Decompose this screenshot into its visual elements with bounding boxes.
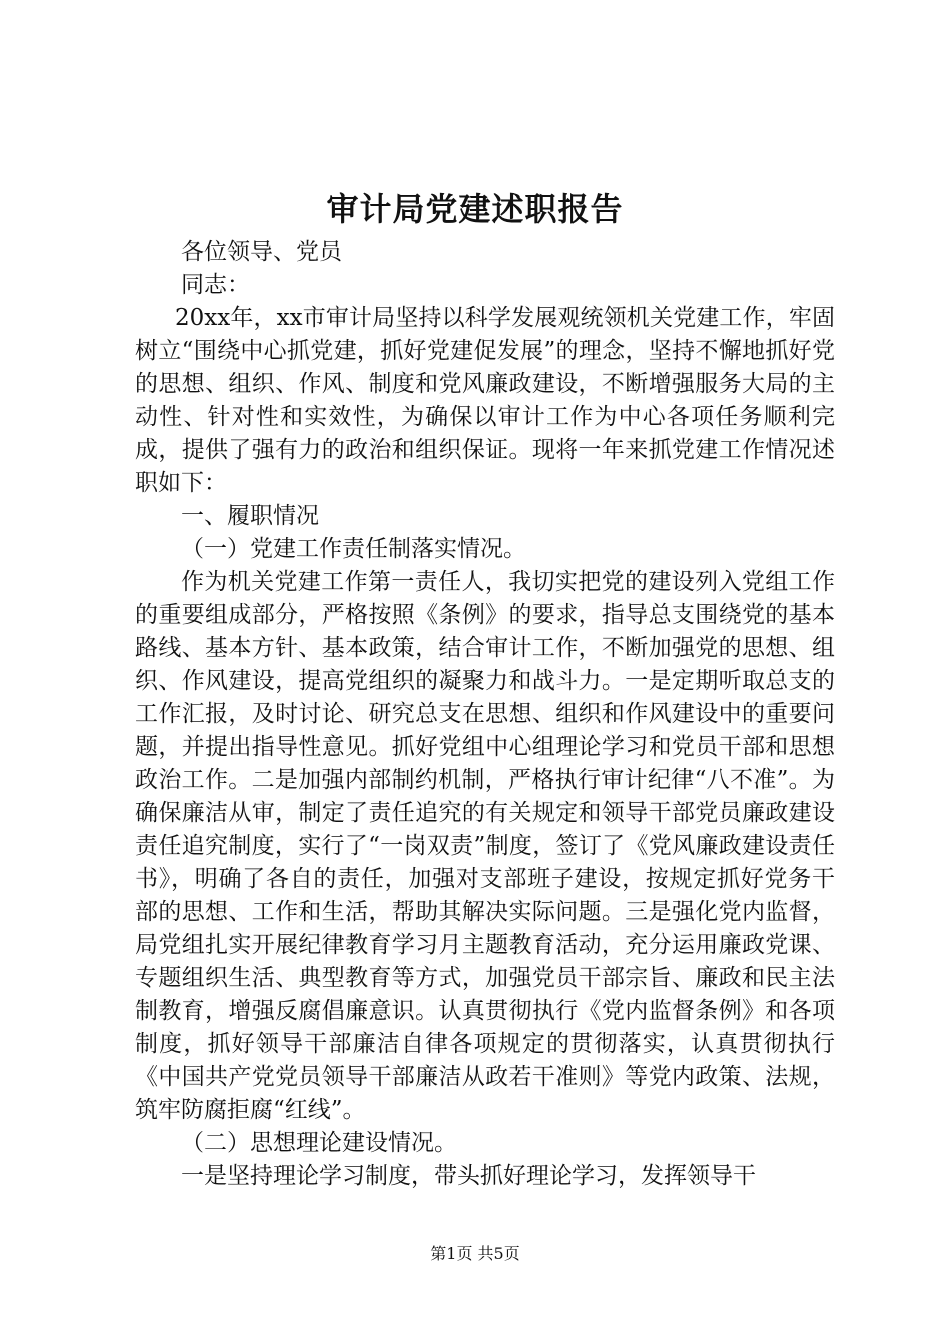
salutation-line-2: 同志： bbox=[181, 272, 250, 298]
document-title: 审计局党建述职报告 bbox=[326, 190, 624, 228]
body-paragraph-2: 一是坚持理论学习制度，带头抓好理论学习，发挥领导干 bbox=[181, 1163, 756, 1189]
page-footer: 第1页 共5页 bbox=[430, 1244, 520, 1263]
salutation-line-1: 各位领导、党员 bbox=[181, 239, 342, 265]
document-body bbox=[135, 236, 835, 1193]
intro-paragraph: 20xx年，xx市审计局坚持以科学发展观统领机关党建工作，牢固树立“围绕中心抓党建，抓好党建促发展”的理念，坚持不懈地抓好党的思想、组织、作风、制度和党风廉政建设，不断增强服务大局的主动性、针对性和实效性，为确保以审计工作为中心各项任务顺利完成，提供了强有力的政治和组织保证。现将一年来抓党建工作情况述职如下： bbox=[135, 305, 835, 496]
subsection-heading-1: （一）党建工作责任制落实情况。 bbox=[181, 536, 526, 562]
subsection-heading-2: （二）思想理论建设情况。 bbox=[181, 1130, 457, 1156]
section-heading-1: 一、履职情况 bbox=[181, 503, 319, 529]
body-paragraph-1: 作为机关党建工作第一责任人，我切实把党的建设列入党组工作的重要组成部分，严格按照《条例》的要求，指导总支围绕党的基本路线、基本方针、基本政策，结合审计工作，不断加强党的思想、组织、作风建设，提高党组织的凝聚力和战斗力。一是定期听取总支的工作汇报，及时讨论、研究总支在思想、组织和作风建设中的重要问题，并提出指导性意见。抓好党组中心组理论学习和党员干部和思想政治工作。二是加强内部制约机制，严格执行审计纪律“八不准”。为确保廉洁从审，制定了责任追究的有关规定和领导干部党员廉政建设责任追究制度，实行了“一岗双责”制度，签订了《党风廉政建设责任书》，明确了各自的责任，加强对支部班子建设，按规定抓好党务干部的思想、工作和生活，帮助其解决实际问题。三是强化党内监督，局党组扎实开展纪律教育学习月主题教育活动，充分运用廉政党课、专题组织生活、典型教育等方式，加强党员干部宗旨、廉政和民主法制教育，增强反腐倡廉意识。认真贯彻执行《党内监督条例》和各项制度，抓好领导干部廉洁自律各项规定的贯彻落实，认真贯彻执行《中国共产党党员领导干部廉洁从政若干准则》等党内政策、法规，筑牢防腐拒腐“红线”。 bbox=[135, 569, 835, 1123]
